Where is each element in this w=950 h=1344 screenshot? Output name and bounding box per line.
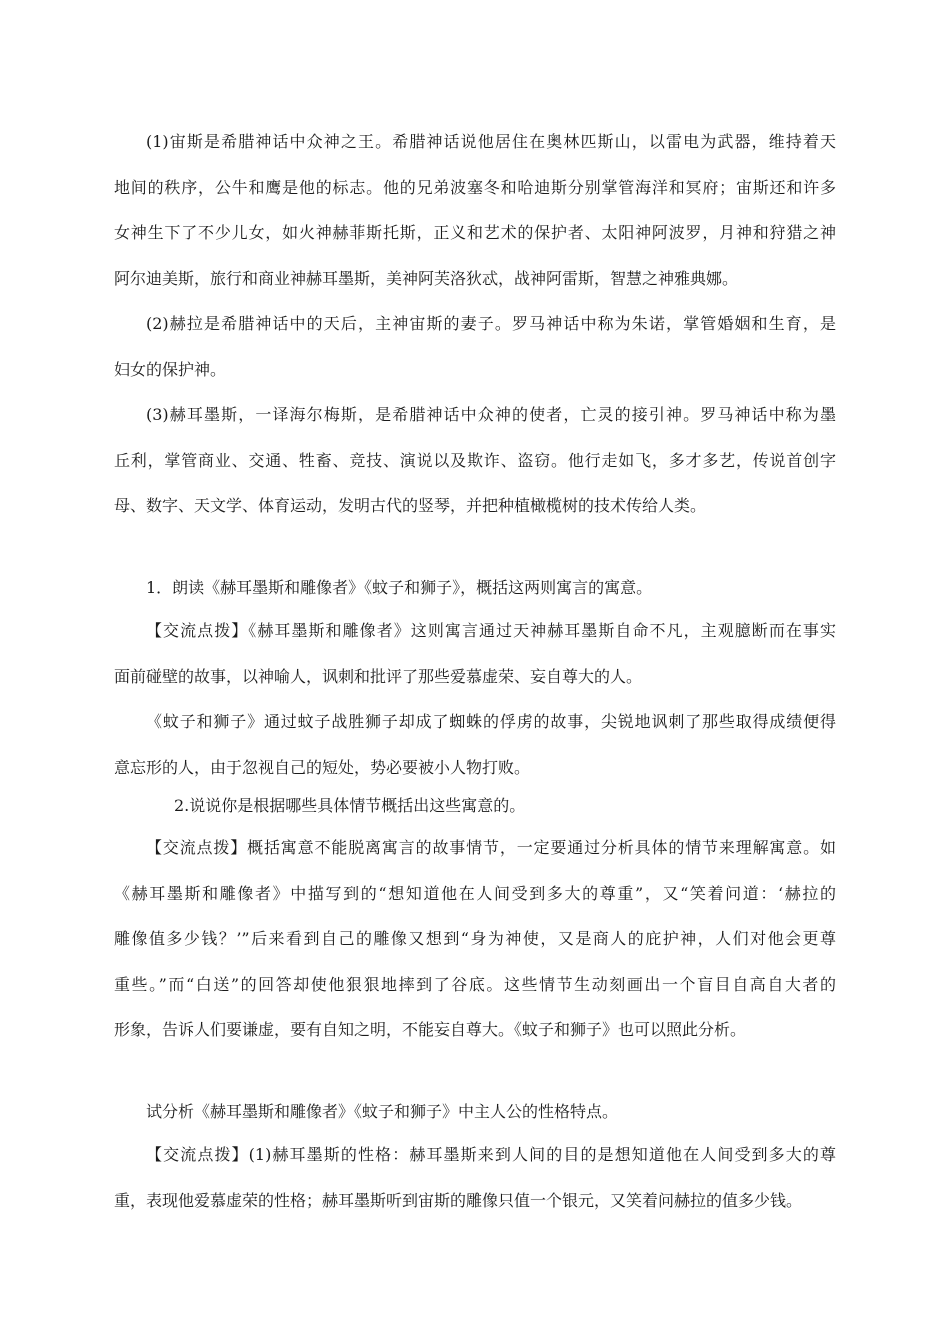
q2-answer-line-5: 形象，告诉人们要谦虚，要有自知之明，不能妄自尊大。《蚊子和狮子》也可以照此分析。	[114, 1020, 747, 1039]
note-3-line-1: (3)赫耳墨斯，一译海尔梅斯，是希腊神话中众神的使者，亡灵的接引神。罗马神话中称为墨	[146, 405, 836, 424]
q1-answer-line-1: 【交流点拨】《赫耳墨斯和雕像者》这则寓言通过天神赫耳墨斯自命不凡，主观臆断而在事实	[146, 621, 836, 640]
note-1-line-1: (1)宙斯是希腊神话中众神之王。希腊神话说他居住在奥林匹斯山，以雷电为武器，维持着天	[146, 132, 836, 151]
q2-answer-line-1: 【交流点拨】概括寓意不能脱离寓言的故事情节，一定要通过分析具体的情节来理解寓意。如	[146, 838, 836, 857]
q1-answer2-line-2: 意忘形的人，由于忽视自己的短处，势必要被小人物打败。	[114, 758, 531, 777]
question-3: 试分析《赫耳墨斯和雕像者》《蚊子和狮子》中主人公的性格特点。	[146, 1102, 619, 1121]
q2-answer-line-3: 雕像值多少钱？’”后来看到自己的雕像又想到“身为神使，又是商人的庇护神，人们对他会更尊	[114, 929, 836, 948]
q2-answer-line-4: 重些。”而“白送”的回答却使他狠狠地摔到了谷底。这些情节生动刻画出一个盲目自高自大者的	[114, 975, 836, 994]
q3-answer-line-1: 【交流点拨】(1)赫耳墨斯的性格：赫耳墨斯来到人间的目的是想知道他在人间受到多大的尊	[146, 1145, 836, 1164]
question-2: 2.说说你是根据哪些具体情节概括出这些寓意的。	[174, 796, 526, 815]
note-3-line-3: 母、数字、天文学、体育运动，发明古代的竖琴，并把种植橄榄树的技术传给人类。	[114, 496, 707, 515]
note-2-line-2: 妇女的保护神。	[114, 360, 227, 379]
question-1: 1．朗读《赫耳墨斯和雕像者》《蚊子和狮子》，概括这两则寓言的寓意。	[146, 578, 653, 597]
q2-answer-line-2: 《赫耳墨斯和雕像者》中描写到的“想知道他在人间受到多大的尊重”，又“笑着问道：‘赫拉的	[114, 884, 836, 903]
note-1-line-3: 女神生下了不少儿女，如火神赫菲斯托斯，正义和艺术的保护者、太阳神阿波罗，月神和狩猎之神	[114, 223, 836, 242]
q3-answer-line-2: 重，表现他爱慕虚荣的性格；赫耳墨斯听到宙斯的雕像只值一个银元，又笑着问赫拉的值多少钱。	[114, 1191, 803, 1210]
note-1-line-4: 阿尔迪美斯，旅行和商业神赫耳墨斯，美神阿芙洛狄忒，战神阿雷斯，智慧之神雅典娜。	[114, 269, 739, 288]
note-1-line-2: 地间的秩序，公牛和鹰是他的标志。他的兄弟波塞冬和哈迪斯分别掌管海洋和冥府；宙斯还和许多	[114, 178, 836, 197]
q1-answer2-line-1: 《蚊子和狮子》通过蚊子战胜狮子却成了蜘蛛的俘虏的故事，尖锐地讽刺了那些取得成绩便得	[146, 712, 836, 731]
note-2-line-1: (2)赫拉是希腊神话中的天后，主神宙斯的妻子。罗马神话中称为朱诺，掌管婚姻和生育，是	[146, 314, 836, 333]
q1-answer-line-2: 面前碰壁的故事，以神喻人，讽刺和批评了那些爱慕虚荣、妄自尊大的人。	[114, 667, 643, 686]
note-3-line-2: 丘利，掌管商业、交通、牲畜、竞技、演说以及欺诈、盗窃。他行走如飞，多才多艺，传说首创字	[114, 451, 836, 470]
